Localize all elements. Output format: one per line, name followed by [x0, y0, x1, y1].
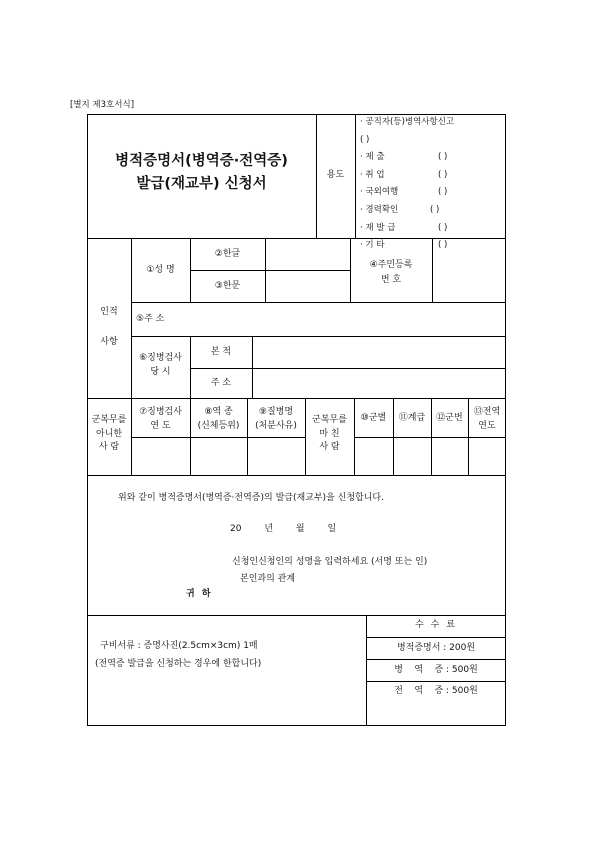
branch-label: ⑩군별: [360, 413, 387, 423]
discharge-year-field[interactable]: [469, 438, 505, 474]
enlist-address-field[interactable]: [253, 369, 505, 398]
not-served-label: [87, 414, 131, 455]
hangul-name-field[interactable]: [266, 239, 349, 270]
recipient-label: 귀 하: [186, 589, 213, 599]
purpose-item-label: · 경력확인: [360, 204, 399, 215]
disease-label: [247, 406, 305, 433]
exam-year-line: 연 도: [150, 420, 171, 431]
service-type-line: ⑧역 종: [204, 407, 233, 417]
form-label: [별지 제3호서식]: [70, 100, 135, 110]
purpose-item-label: · 국외여행: [360, 187, 399, 198]
purpose-item[interactable]: [360, 114, 506, 132]
served-line: 사 람: [319, 442, 340, 452]
purpose-item-blank: ( ): [438, 240, 448, 251]
divider: [366, 637, 506, 638]
disease-line: (처분사유): [255, 420, 297, 431]
not-served-line: 사 람: [98, 442, 120, 452]
divider: [366, 659, 506, 660]
purpose-item[interactable]: [360, 220, 506, 238]
served-line: 마 친: [319, 428, 340, 439]
exam-year-field[interactable]: [132, 438, 189, 474]
purpose-item-label: ( ): [360, 134, 370, 145]
purpose-item[interactable]: [360, 184, 506, 202]
purpose-item-blank: ( ): [430, 204, 440, 215]
fee-item: 전 역 증 : 500원: [394, 686, 478, 696]
purpose-item-blank: ( ): [438, 222, 448, 233]
rank-field[interactable]: [394, 438, 430, 474]
fee-header: 수 수 료: [415, 620, 457, 630]
divider: [355, 114, 356, 238]
relation-field[interactable]: 본인과의 관계: [240, 574, 296, 584]
service-no-label: ⑫군번: [436, 413, 463, 423]
not-served-line: 아니한: [95, 428, 123, 439]
disease-line: ⑨질병명: [258, 407, 294, 417]
juso-label: 주 소: [210, 378, 232, 388]
divider: [190, 238, 191, 302]
hanmun-label: ③한문: [214, 281, 241, 291]
required-documents-note: (전역증 발급을 신청하는 경우에 한합니다): [95, 659, 262, 669]
served-label: [305, 414, 354, 455]
name-label: ①성 명: [146, 265, 175, 275]
fee-item: 병적증명서 : 200원: [396, 643, 476, 653]
purpose-item-blank: ( ): [438, 187, 448, 198]
purpose-header: 용도: [326, 170, 345, 180]
rank-label: ⑪계급: [398, 413, 426, 423]
service-type-field[interactable]: [191, 438, 246, 474]
required-documents: 구비서류 : 증명사진(2.5cm×3cm) 1매: [100, 641, 258, 651]
honjeok-label: 본 적: [210, 347, 232, 357]
purpose-item[interactable]: [360, 167, 506, 185]
rrn-label-line: ④주민등록: [369, 260, 413, 270]
purpose-list: [360, 114, 506, 251]
address-label: ⑤주 소: [136, 314, 165, 324]
section-label-line: 인적: [100, 307, 118, 317]
enlist-exam-label: [131, 352, 190, 379]
title-line-2: 발급(재교부) 신청서: [136, 176, 267, 193]
rrn-label-line: 번 호: [380, 275, 402, 286]
rrn-label: [350, 258, 432, 289]
served-line: 군복무를: [312, 415, 347, 425]
rrn-field[interactable]: [433, 239, 505, 302]
service-type-line: (신체등위): [197, 420, 240, 431]
branch-field[interactable]: [355, 438, 392, 474]
personal-section-label: [87, 297, 131, 357]
purpose-item-label: · 기 타: [360, 240, 385, 251]
enlist-exam-line: 당 시: [150, 366, 171, 377]
page-title: [87, 150, 316, 196]
honjeok-field[interactable]: [253, 337, 505, 368]
exam-year-label: [131, 406, 190, 433]
title-line-1: 병적증명서(병역증·전역증): [115, 153, 288, 169]
purpose-item-label: · 재 발 급: [360, 222, 396, 233]
section-label-line: 사항: [100, 337, 118, 347]
service-type-label: [190, 406, 247, 433]
purpose-item-blank: ( ): [438, 169, 448, 180]
divider: [366, 681, 506, 682]
purpose-item[interactable]: [360, 149, 506, 167]
service-no-field[interactable]: [432, 438, 467, 474]
address-field[interactable]: [191, 303, 505, 336]
divider: [87, 475, 506, 476]
enlist-exam-line: ⑥징병검사: [139, 353, 182, 363]
hanmun-name-field[interactable]: [266, 271, 349, 302]
purpose-item-blank: ( ): [438, 152, 448, 163]
discharge-year-line: ⑬전역: [473, 407, 501, 417]
disease-field[interactable]: [248, 438, 304, 474]
purpose-item-label: · 취 업: [360, 169, 385, 180]
applicant-signature[interactable]: 신청인신청인의 성명을 입력하세요 (서명 또는 인): [232, 557, 428, 567]
purpose-item[interactable]: [360, 202, 506, 220]
fee-item: 병 역 증 : 500원: [394, 665, 478, 675]
divider: [87, 398, 506, 399]
not-served-line: 군복무를: [91, 415, 127, 425]
divider: [87, 615, 506, 616]
purpose-item[interactable]: [360, 132, 506, 150]
purpose-item-label: · 공직자(등)병역사항신고: [360, 117, 455, 127]
hangul-label: ②한글: [214, 249, 241, 259]
exam-year-line: ⑦징병검사: [139, 407, 182, 417]
discharge-year-label: [468, 406, 506, 433]
purpose-item-label: · 제 출: [360, 152, 385, 163]
discharge-year-line: 연도: [478, 420, 496, 431]
application-date[interactable]: 20 년 월 일: [230, 524, 337, 534]
declaration-statement: 위와 같이 병적증명서(병역증·전역증)의 발급(재교부)을 신청합니다.: [118, 493, 384, 503]
